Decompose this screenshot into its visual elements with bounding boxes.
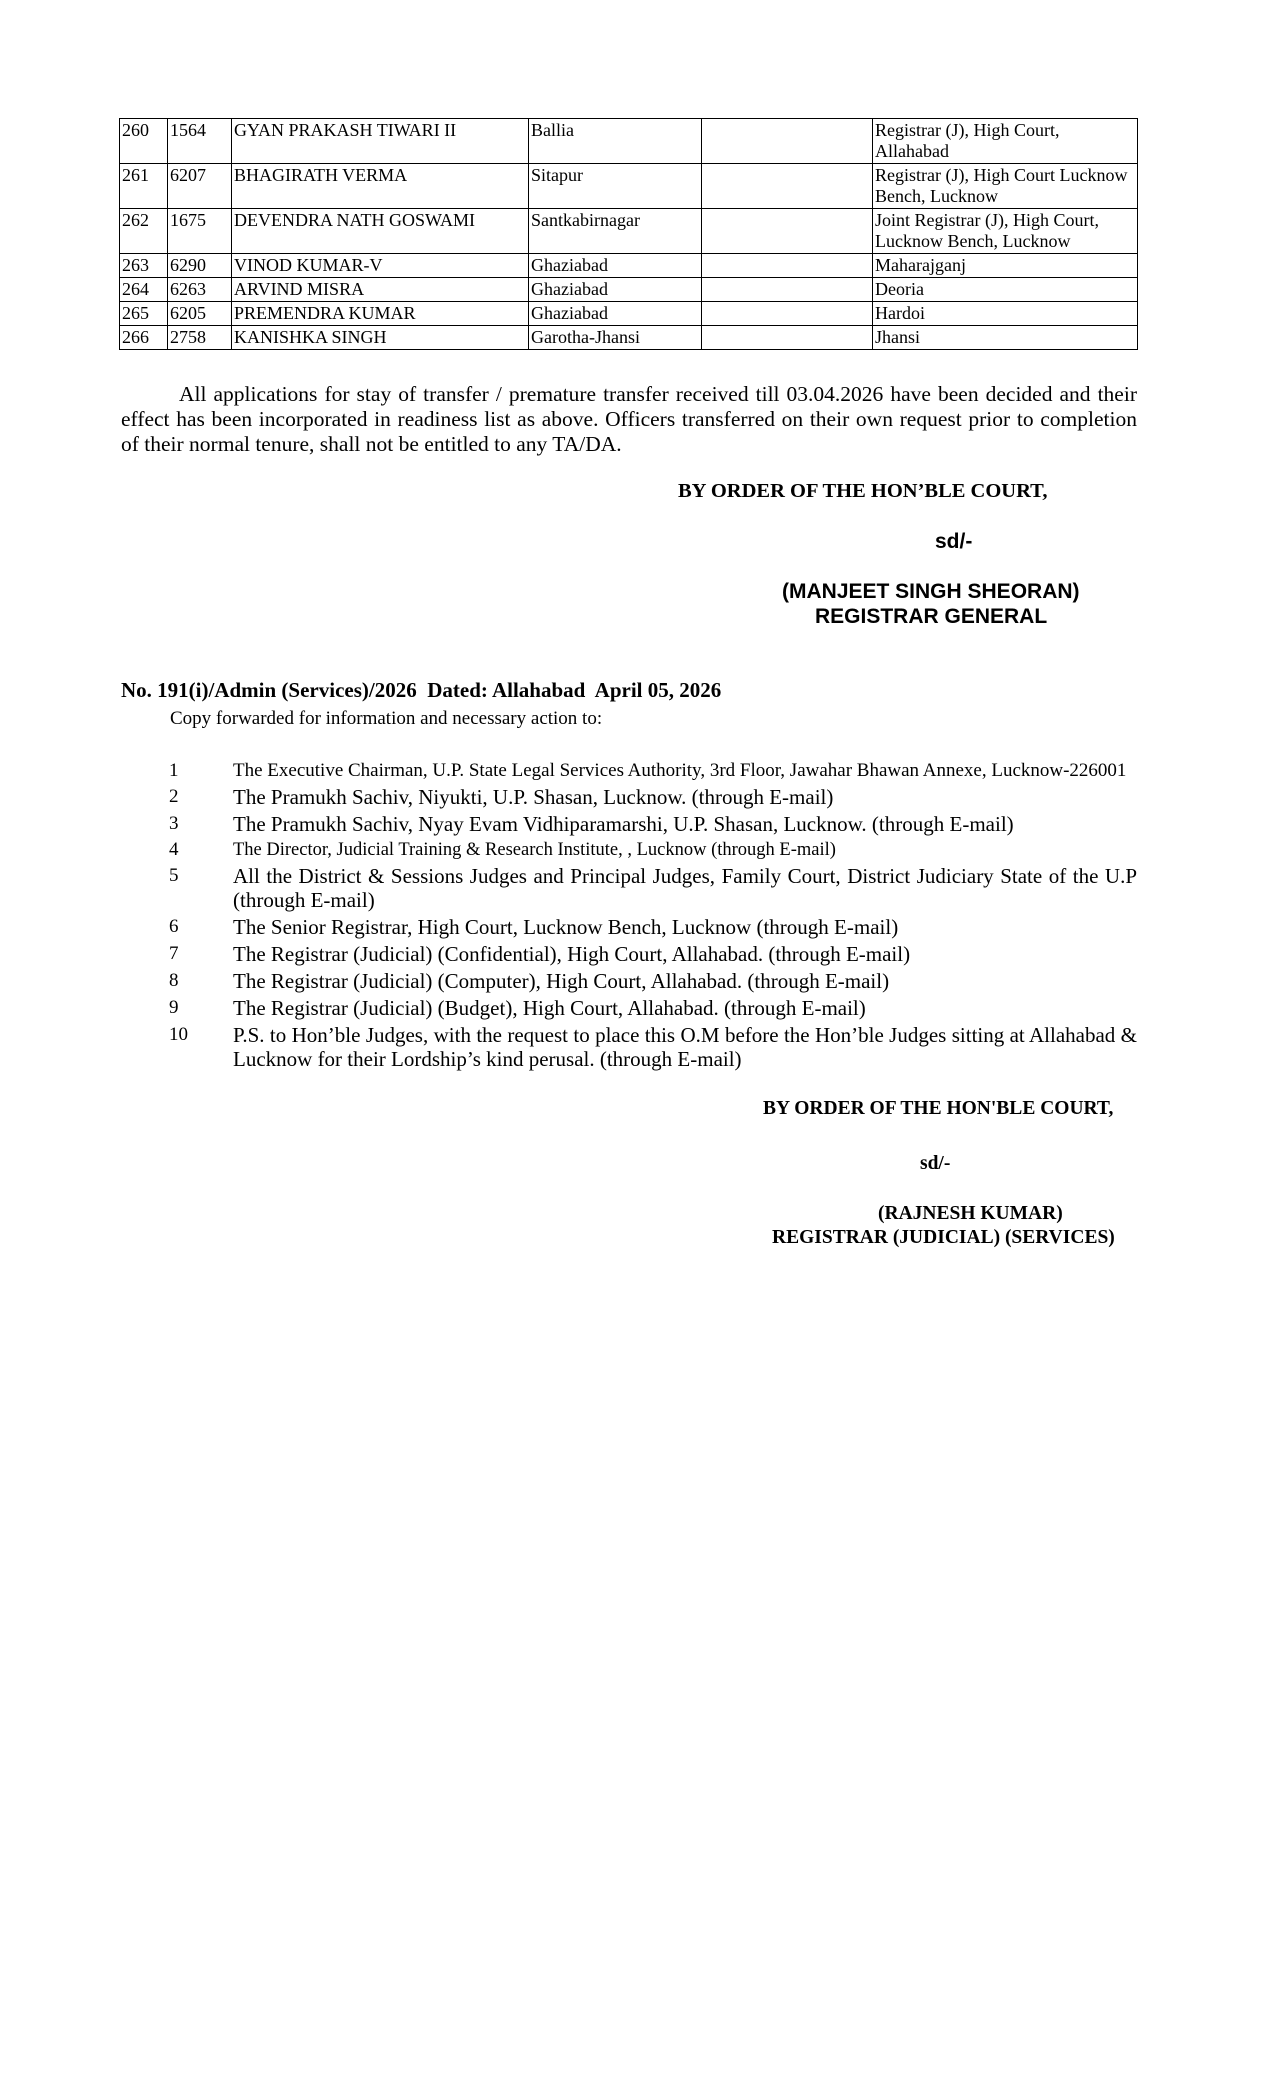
signature-sd-2: sd/-	[920, 1153, 951, 1174]
item-number: 6	[169, 916, 179, 937]
list-item	[0, 839, 1137, 861]
cell-sno: 260	[120, 119, 168, 164]
cell-blank	[702, 302, 873, 326]
cell-to: Hardoi	[873, 302, 1138, 326]
cell-sno: 266	[120, 326, 168, 350]
item-number: 2	[169, 786, 179, 807]
transfer-table	[119, 118, 1138, 350]
signatory-name-2: (RAJNESH KUMAR)	[878, 1203, 1063, 1224]
cell-blank	[702, 164, 873, 209]
cell-blank	[702, 254, 873, 278]
cell-to: Maharajganj	[873, 254, 1138, 278]
cell-from: Santkabirnagar	[529, 209, 702, 254]
cell-name: KANISHKA SINGH	[232, 326, 529, 350]
list-item	[0, 996, 1137, 1020]
list-item	[0, 969, 1137, 993]
cell-sno: 263	[120, 254, 168, 278]
cell-sno: 262	[120, 209, 168, 254]
signature-sd: sd/-	[935, 530, 973, 553]
list-item	[0, 915, 1137, 939]
cell-from: Sitapur	[529, 164, 702, 209]
cell-blank	[702, 326, 873, 350]
cell-name: ARVIND MISRA	[232, 278, 529, 302]
cell-from: Ghaziabad	[529, 254, 702, 278]
reference-number-line: No. 191(i)/Admin (Services)/2026 Dated: Allahabad April 05, 2026	[121, 678, 722, 702]
item-text: P.S. to Hon’ble Judges, with the request to place this O.M before the Hon’ble Judges sitting at Allahabad & Lucknow for their Lordship’s kind perusal. (through E-mail)	[233, 1023, 1137, 1071]
cell-from: Ballia	[529, 119, 702, 164]
list-item	[0, 785, 1137, 809]
cell-to: Registrar (J), High Court, Allahabad	[873, 119, 1138, 164]
cell-blank	[702, 278, 873, 302]
table-row	[120, 164, 1138, 209]
copy-forwarded-line: Copy forwarded for information and necessary action to:	[170, 708, 603, 729]
cell-code: 1564	[168, 119, 232, 164]
item-number: 1	[169, 760, 179, 781]
cell-from: Ghaziabad	[529, 302, 702, 326]
list-item	[0, 1023, 1137, 1071]
cell-blank	[702, 119, 873, 164]
cell-to: Joint Registrar (J), High Court, Lucknow Bench, Lucknow	[873, 209, 1138, 254]
cell-blank	[702, 209, 873, 254]
cell-from: Ghaziabad	[529, 278, 702, 302]
item-text: The Registrar (Judicial) (Confidential), High Court, Allahabad. (through E-mail)	[233, 942, 911, 966]
item-text: The Registrar (Judicial) (Computer), High Court, Allahabad. (through E-mail)	[233, 969, 890, 993]
cell-from: Garotha-Jhansi	[529, 326, 702, 350]
item-text: The Executive Chairman, U.P. State Legal Services Authority, 3rd Floor, Jawahar Bhawan Annexe, Lucknow-226001	[233, 760, 1127, 781]
item-number: 5	[169, 865, 179, 886]
cell-name: BHAGIRATH VERMA	[232, 164, 529, 209]
table-row	[120, 254, 1138, 278]
item-number: 9	[169, 997, 179, 1018]
signatory-name: (MANJEET SINGH SHEORAN)	[782, 580, 1080, 603]
cell-sno: 264	[120, 278, 168, 302]
item-text: All the District & Sessions Judges and Principal Judges, Family Court, District Judiciary State of the U.P (through E-mail)	[233, 864, 1137, 912]
signatory-title: REGISTRAR GENERAL	[815, 605, 1048, 628]
cell-code: 6205	[168, 302, 232, 326]
cell-name: VINOD KUMAR-V	[232, 254, 529, 278]
table-row	[120, 119, 1138, 164]
distribution-list	[0, 760, 1137, 1074]
item-number: 7	[169, 943, 179, 964]
cell-code: 6207	[168, 164, 232, 209]
table-row	[120, 326, 1138, 350]
table-row	[120, 302, 1138, 326]
cell-to: Registrar (J), High Court Lucknow Bench, Lucknow	[873, 164, 1138, 209]
cell-to: Deoria	[873, 278, 1138, 302]
cell-sno: 261	[120, 164, 168, 209]
item-number: 10	[169, 1024, 188, 1045]
signatory-title-2: REGISTRAR (JUDICIAL) (SERVICES)	[772, 1227, 1115, 1248]
cell-name: GYAN PRAKASH TIWARI II	[232, 119, 529, 164]
cell-code: 6263	[168, 278, 232, 302]
list-item	[0, 864, 1137, 912]
item-number: 8	[169, 970, 179, 991]
cell-code: 6290	[168, 254, 232, 278]
table-row	[120, 209, 1138, 254]
cell-sno: 265	[120, 302, 168, 326]
cell-name: PREMENDRA KUMAR	[232, 302, 529, 326]
item-number: 4	[169, 839, 179, 860]
cell-code: 2758	[168, 326, 232, 350]
list-item	[0, 812, 1137, 836]
order-line-2: BY ORDER OF THE HON'BLE COURT,	[763, 1098, 1114, 1119]
item-number: 3	[169, 813, 179, 834]
item-text: The Director, Judicial Training & Research Institute, , Lucknow (through E-mail)	[233, 840, 836, 860]
item-text: The Pramukh Sachiv, Niyukti, U.P. Shasan, Lucknow. (through E-mail)	[233, 785, 834, 809]
table-row	[120, 278, 1138, 302]
cell-code: 1675	[168, 209, 232, 254]
item-text: The Registrar (Judicial) (Budget), High Court, Allahabad. (through E-mail)	[233, 996, 866, 1020]
list-item	[0, 760, 1137, 782]
order-line: BY ORDER OF THE HON’BLE COURT,	[678, 480, 1048, 502]
cell-name: DEVENDRA NATH GOSWAMI	[232, 209, 529, 254]
list-item	[0, 942, 1137, 966]
item-text: The Senior Registrar, High Court, Lucknow Bench, Lucknow (through E-mail)	[233, 915, 899, 939]
stay-applications-paragraph: All applications for stay of transfer / premature transfer received till 03.04.2026 have been decided and their effect has been incorporated in readiness list as above. Officers transferred on their own request prior to completion of their normal tenure, shall not be entitled to any TA/DA.	[121, 382, 1137, 456]
cell-to: Jhansi	[873, 326, 1138, 350]
item-text: The Pramukh Sachiv, Nyay Evam Vidhiparamarshi, U.P. Shasan, Lucknow. (through E-mail)	[233, 812, 1014, 836]
